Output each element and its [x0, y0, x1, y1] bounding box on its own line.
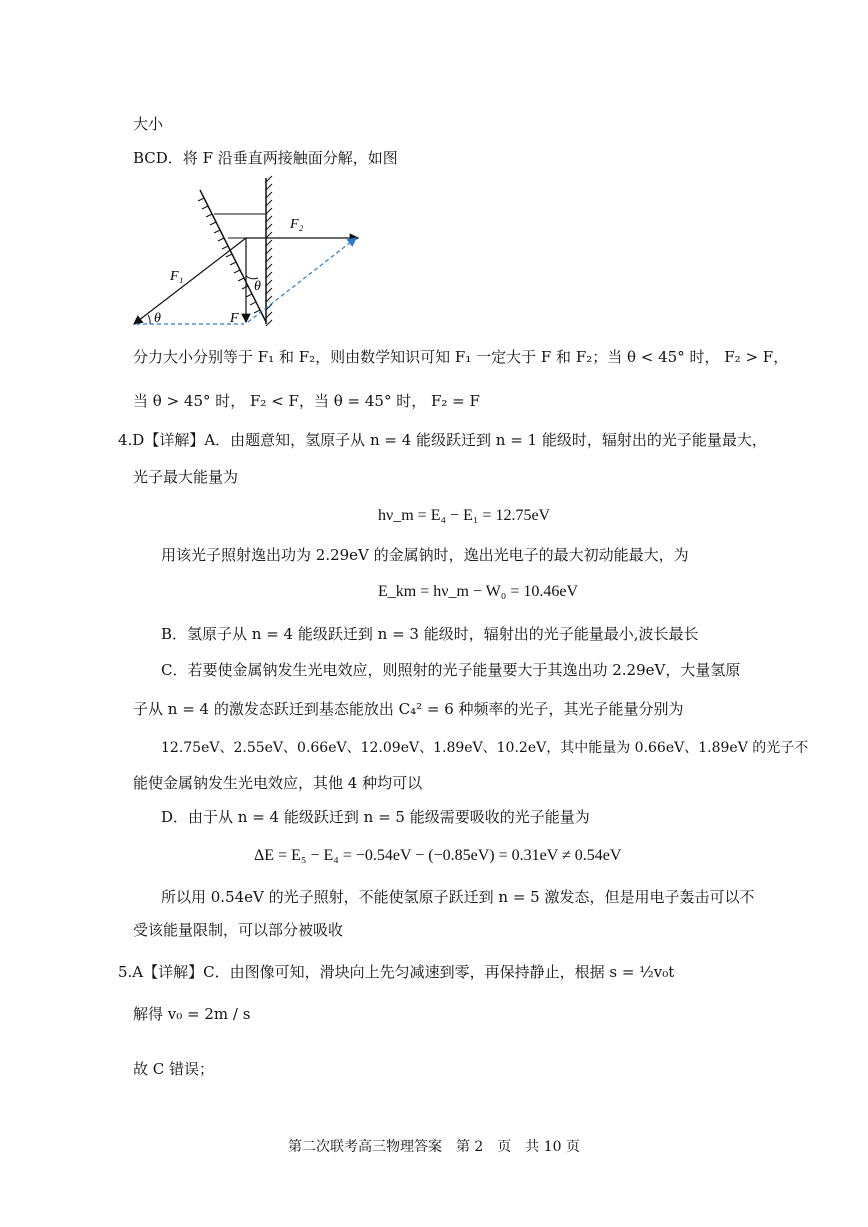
text-line-8: B．氢原子从 n = 4 能级跃迁到 n = 3 能级时，辐射出的光子能量最小,波长最长 — [161, 625, 699, 643]
text-line-7: 用该光子照射逸出功为 2.29eV 的金属钠时，逸出光电子的最大初动能最大，为 — [161, 546, 689, 564]
label-F1: F₁ — [170, 269, 184, 284]
text-line-12: 能使金属钠发生光电效应，其他 4 种均可以 — [133, 774, 423, 792]
text-line-17: 解得 v₀ = 2m / s — [133, 1005, 251, 1023]
text-line-18: 故 C 错误； — [133, 1060, 215, 1078]
text-line-6: 光子最大能量为 — [133, 468, 239, 486]
text-line-2: BCD．将 F 沿垂直两接触面分解，如图 — [133, 149, 398, 167]
inclined-wall — [198, 190, 266, 322]
equation-1: hν_m = E₄ − E₁ = 12.75eV — [378, 507, 551, 524]
label-theta-right: θ — [254, 279, 261, 294]
label-F: F — [230, 311, 239, 326]
text-line-15: 受该能量限制，可以部分被吸收 — [133, 921, 344, 939]
page-footer: 第二次联考高三物理答案 第 2 页 共 10 页 — [287, 1139, 581, 1155]
text-line-5: 4.D【详解】A．由题意知，氢原子从 n = 4 能级跃迁到 n = 1 能级时，辐射出的光子能量最大， — [118, 431, 767, 449]
dashed-line-right — [248, 238, 356, 322]
label-F2: F₂ — [290, 217, 304, 232]
text-line-11: 12.75eV、2.55eV、0.66eV、12.09eV、1.89eV、10.2eV，其中能量为 0.66eV、1.89eV 的光子不 — [161, 740, 809, 756]
text-line-16: 5.A【详解】C．由图像可知，滑块向上先匀减速到零，再保持静止，根据 s = ½v₀t — [118, 963, 675, 981]
text-line-13: D．由于从 n = 4 能级跃迁到 n = 5 能级需要吸收的光子能量为 — [161, 808, 590, 826]
text-line-10: 子从 n = 4 的激发态跃迁到基态能放出 C₄² = 6 种频率的光子，其光子能量分别为 — [133, 700, 684, 718]
text-line-1: 大小 — [133, 115, 164, 133]
equation-2: E_km = hν_m − W₀ = 10.46eV — [378, 583, 579, 600]
text-line-4: 当 θ > 45° 时， F₂ < F，当 θ = 45° 时， F₂ = F — [133, 392, 480, 410]
text-line-9: C．若要使金属钠发生光电效应，则照射的光子能量要大于其逸出功 2.29eV，大量氢原 — [161, 661, 741, 679]
equation-3: ΔE = E₅ − E₄ = −0.54eV − (−0.85eV) = 0.31eV ≠ 0.54eV — [254, 847, 622, 864]
force-decomposition-figure — [118, 172, 368, 332]
text-line-14: 所以用 0.54eV 的光子照射，不能使氢原子跃迁到 n = 5 激发态，但是用电子轰击可以不 — [161, 888, 755, 906]
text-line-3: 分力大小分别等于 F₁ 和 F₂，则由数学知识可知 F₁ 一定大于 F 和 F₂；当 θ < 45° 时， F₂ > F， — [133, 348, 789, 366]
label-theta-left: θ — [154, 311, 161, 326]
theta-arc-left — [148, 315, 150, 324]
